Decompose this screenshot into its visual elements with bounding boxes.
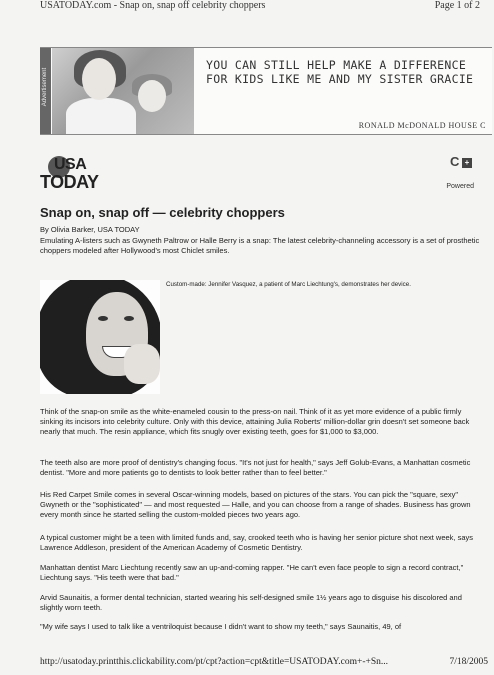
print-footer-date: 7/18/2005 [449,657,488,667]
logo-line1: USA [54,156,87,173]
article-paragraph: The teeth also are more proof of dentistry's changing focus. "It's not just for health," says Jeff Golub-Evans, a Manhattan cosmetic dentist. "More and more patients go to dentists to look better rather than to feel better." [40,458,471,477]
print-header-page: Page 1 of 2 [434,0,480,11]
ad-headline: YOU CAN STILL HELP MAKE A DIFFERENCE FOR KIDS LIKE ME AND MY SISTER GRACIE [206,58,474,86]
photo-caption: Custom-made: Jennifer Vasquez, a patient of Marc Liechtung's, demonstrates her device. [166,281,411,288]
article-paragraph: Manhattan dentist Marc Liechtung recently saw an up-and-coming rapper. "He can't even face people to sign a record contract," Liechtung says. "His teeth were that bad." [40,563,464,582]
usatoday-logo[interactable] [40,156,106,190]
article-photo [40,280,160,394]
print-header-title: USATODAY.com - Snap on, snap off celebrity choppers [40,0,266,11]
print-footer [40,657,488,671]
ad-photo [52,48,194,134]
ad-banner[interactable] [40,47,492,135]
logo-line2: TODAY [40,172,99,192]
article-lede: Emulating A-listers such as Gwyneth Paltrow or Halle Berry is a snap: The latest celebrity-channeling accessory is a set of prosthetic choppers modeled after Hollywood's most Chiclet smiles. [40,236,480,255]
ad-sponsor: RONALD McDONALD HOUSE C [358,121,486,130]
ad-side-label-text: Advertisement [42,67,48,107]
byline: By Olivia Barker, USA TODAY [40,225,140,234]
print-footer-url[interactable]: http://usatoday.printthis.clickability.com/pt/cpt?action=cpt&title=USATODAY.com+-+Sn... [40,657,389,667]
article-paragraph: Arvid Saunaitis, a former dental technician, started wearing his self-designed smile 1½ years ago to disguise his discolored and slightly worn teeth. [40,593,462,612]
article-paragraph: A typical customer might be a teen with limited funds and, say, crooked teeth who is having her senior picture shot next week, says Lawrence Addleson, president of the American Academy of Cosmetic Dentistry. [40,533,474,552]
ad-side-label [40,48,51,134]
article-paragraph: "My wife says I used to talk like a ventriloquist because I didn't want to show my teeth," says Saunaitis, 49, of [40,622,402,631]
article-paragraph: His Red Carpet Smile comes in several Oscar-winning models, based on pictures of the stars. You can pick the "square, sexy" Gwyneth or the "sophisticated" — and most requested — Halle, and you can choose from a range of shades. Business has grown every month since he started selling the custom-molded pieces two years ago. [40,490,471,519]
print-header [0,0,494,14]
powered-label: Powered [446,183,474,190]
article-title: Snap on, snap off — celebrity choppers [40,205,285,220]
article-paragraph: Think of the snap-on smile as the white-enameled cousin to the press-on nail. Think of it as yet more evidence of a public firmly sinking its incisors into celebrity culture. Only with this device, attaining Julia Roberts' million-dollar grin doesn't set someone back nearly that much. The resin appliance, which fits snugly over existing teeth, goes for $1,000 to $3,000. [40,407,470,436]
clickability-icon: C + [450,154,474,170]
